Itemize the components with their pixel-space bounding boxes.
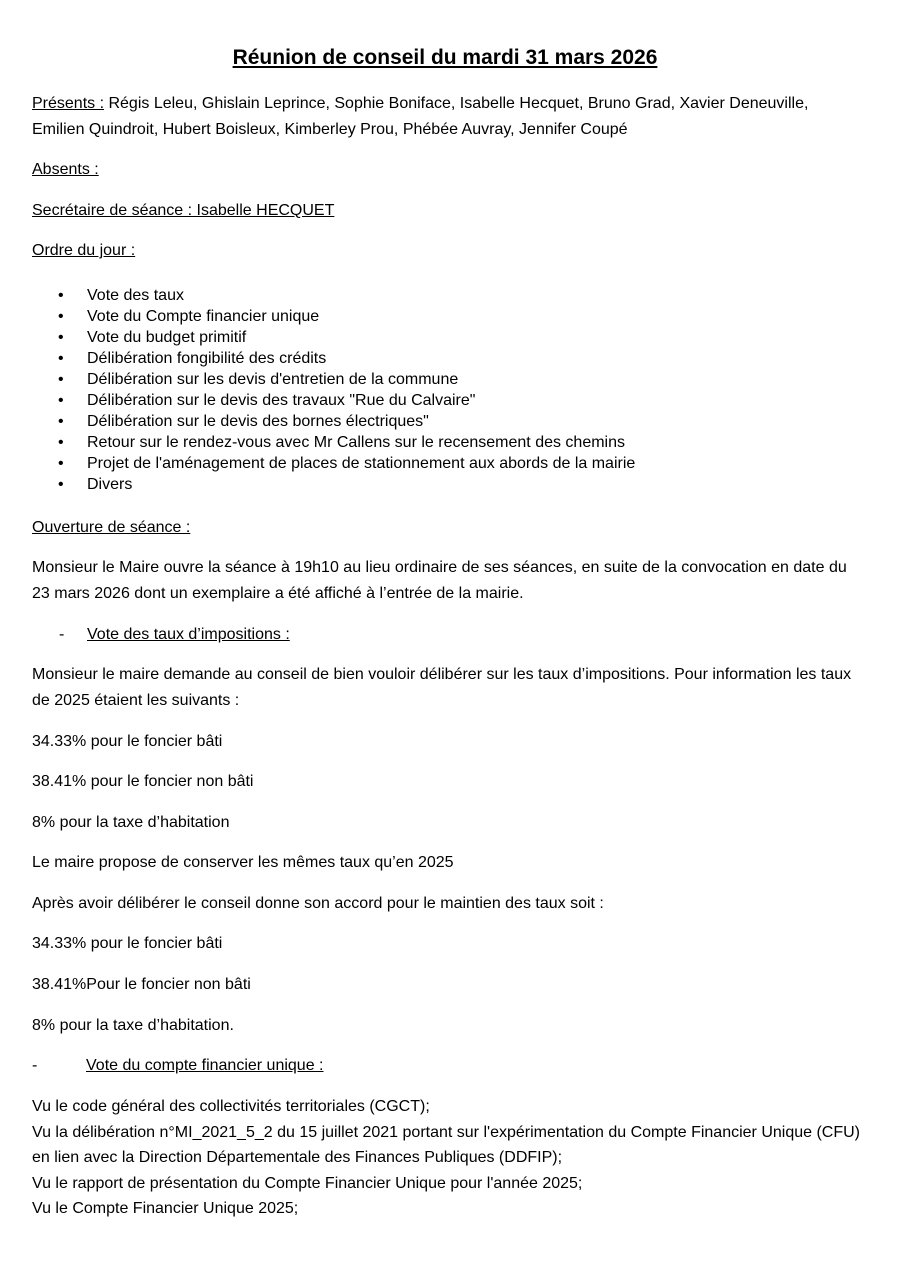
rate-line: 8% pour la taxe d’habitation <box>32 814 230 831</box>
dash-marker: - <box>59 626 65 643</box>
rate-line: 38.41%Pour le foncier non bâti <box>32 976 251 993</box>
attendees-label: Présents : <box>32 95 105 112</box>
rate-line: 34.33% pour le foncier bâti <box>32 733 223 750</box>
agenda-heading-paragraph <box>32 238 864 264</box>
agenda-item: • Divers <box>32 474 864 495</box>
agenda-item: • Délibération sur le devis des bornes électriques" <box>32 411 864 432</box>
cfu-considerations <box>32 1094 864 1222</box>
tax-vote-intro: Monsieur le maire demande au conseil de bien vouloir délibérer sur les taux d’impositions. Pour information les taux de 2025 étaient les suivants : <box>32 666 852 709</box>
absents-paragraph <box>32 157 864 183</box>
consideration-line: Vu la délibération n°MI_2021_5_2 du 15 juillet 2021 portant sur l'expérimentation du Compte Financier Unique (CFU) en lien avec la Direction Départementale des Finances Publiques (DDFIP); <box>32 1123 860 1166</box>
tax-vote-heading: Vote des taux d’impositions : <box>87 626 290 643</box>
agenda-item: • Vote du Compte financier unique <box>32 306 864 327</box>
agenda-item: • Délibération sur le devis des travaux "Rue du Calvaire" <box>32 390 864 411</box>
tax-proposal: Le maire propose de conserver les mêmes taux qu’en 2025 <box>32 854 454 871</box>
agenda-list <box>32 285 864 495</box>
agenda-item: • Délibération sur les devis d'entretien de la commune <box>32 369 864 390</box>
agenda-item: • Vote du budget primitif <box>32 327 864 348</box>
opening-heading-paragraph <box>32 515 864 541</box>
attendees-paragraph <box>32 91 864 142</box>
dash-marker: - <box>32 1057 38 1074</box>
agenda-item: • Projet de l'aménagement de places de stationnement aux abords de la mairie <box>32 453 864 474</box>
tax-decision: Après avoir délibérer le conseil donne son accord pour le maintien des taux soit : <box>32 895 604 912</box>
rate-line: 34.33% pour le foncier bâti <box>32 935 223 952</box>
rate-line: 38.41% pour le foncier non bâti <box>32 773 254 790</box>
rate-line: 8% pour la taxe d’habitation. <box>32 1017 234 1034</box>
agenda-item: • Délibération fongibilité des crédits <box>32 348 864 369</box>
secretary-label: Secrétaire de séance : Isabelle HECQUET <box>32 202 335 219</box>
consideration-line: Vu le code général des collectivités territoriales (CGCT); <box>32 1098 430 1115</box>
absents-label: Absents : <box>32 161 99 178</box>
opening-heading: Ouverture de séance : <box>32 519 191 536</box>
cfu-vote-heading: Vote du compte financier unique : <box>86 1057 324 1074</box>
agenda-item: • Vote des taux <box>32 285 864 306</box>
secretary-paragraph <box>32 198 864 224</box>
attendees-names: Régis Leleu, Ghislain Leprince, Sophie Boniface, Isabelle Hecquet, Bruno Grad, Xavier Deneuville, Emilien Quindroit, Hubert Boisleux, Kimberley Prou, Phébée Auvray, Jennifer Coupé <box>32 95 809 138</box>
agenda-item: • Retour sur le rendez-vous avec Mr Callens sur le recensement des chemins <box>32 432 864 453</box>
opening-text: Monsieur le Maire ouvre la séance à 19h10 au lieu ordinaire de ses séances, en suite de la convocation en date du 23 mars 2026 dont un exemplaire a été affiché à l’entrée de la mairie. <box>32 559 847 602</box>
page-title: Réunion de conseil du mardi 31 mars 2026 <box>232 46 658 69</box>
consideration-line: Vu le rapport de présentation du Compte Financier Unique pour l'année 2025; <box>32 1174 583 1192</box>
consideration-line: Vu le Compte Financier Unique 2025; <box>32 1200 299 1217</box>
agenda-heading: Ordre du jour : <box>32 242 136 259</box>
